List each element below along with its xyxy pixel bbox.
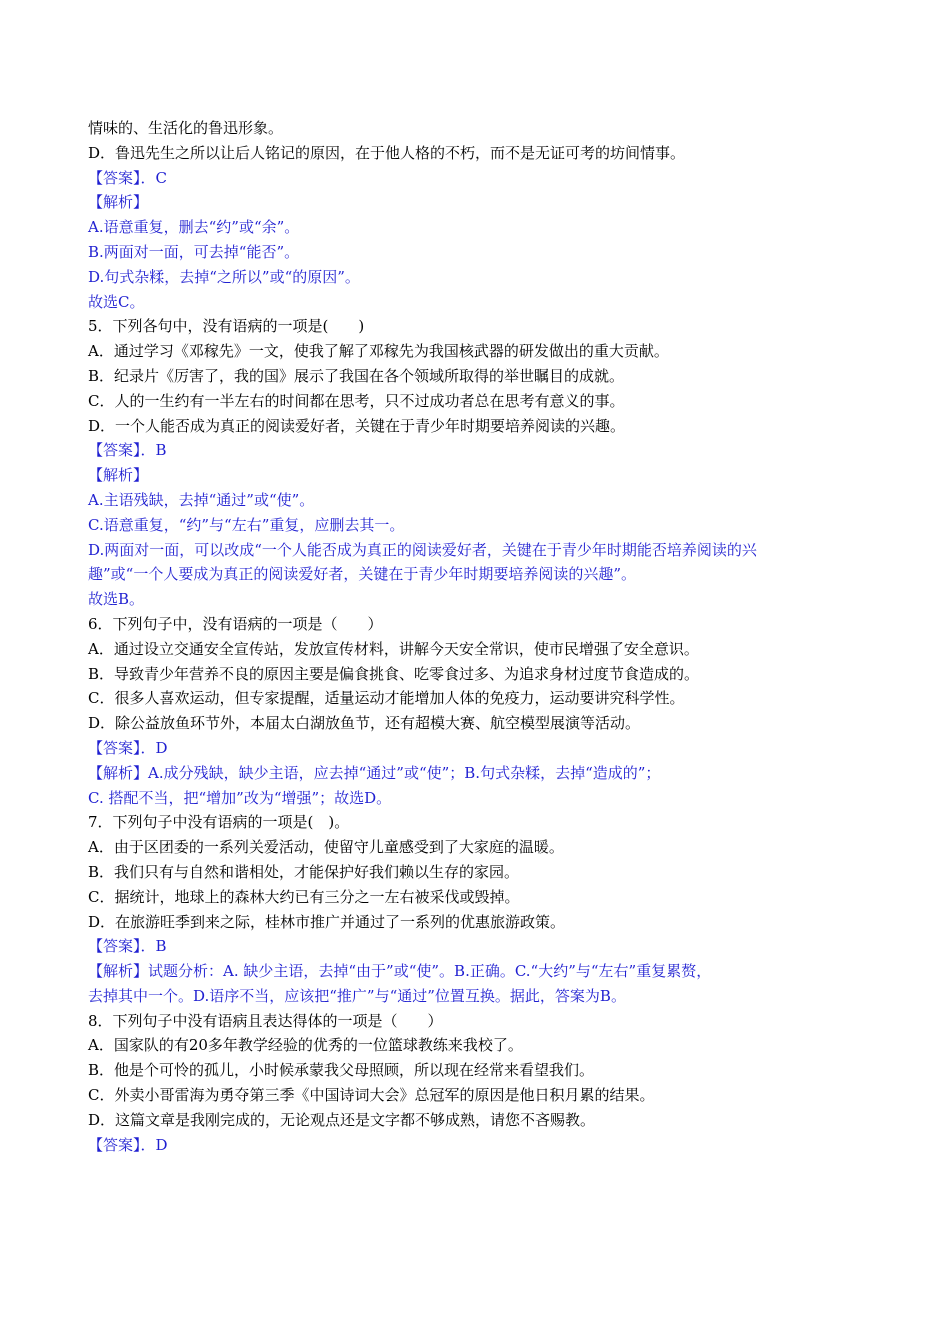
text-line: D．这篇文章是我刚完成的，无论观点还是文字都不够成熟，请您不吝赐教。 bbox=[88, 1110, 596, 1129]
text-line: C．外卖小哥雷海为勇夺第三季《中国诗词大会》总冠军的原因是他日积月累的结果。 bbox=[88, 1086, 655, 1105]
text-line: D.两面对一面，可以改成“一个人能否成为真正的阅读爱好者，关键在于青少年时期能否培养阅读的兴 bbox=[88, 540, 757, 559]
text-line: C．很多人喜欢运动，但专家提醒，适量运动才能增加人体的免疫力，运动要讲究科学性。 bbox=[88, 689, 685, 708]
text-line: 去掉其中一个。D.语序不当，应该把“推广”与“通过”位置互换。据此，答案为B。 bbox=[88, 986, 626, 1005]
text-line: 【答案】．B bbox=[88, 441, 167, 460]
document-body bbox=[88, 116, 868, 1157]
text-line: D．除公益放鱼环节外，本届太白湖放鱼节，还有超模大赛、航空模型展演等活动。 bbox=[88, 714, 641, 733]
text-line: C.语意重复，“约”与“左右”重复，应删去其一。 bbox=[88, 515, 405, 534]
text-line: 5．下列各句中，没有语病的一项是( ) bbox=[88, 317, 365, 336]
text-line: 6．下列句子中，没有语病的一项是（ ） bbox=[88, 614, 383, 633]
text-line: D．鲁迅先生之所以让后人铭记的原因，在于他人格的不朽，而不是无证可考的坊间情事。 bbox=[88, 143, 686, 162]
text-line: A.主语残缺，去掉“通过”或“使”。 bbox=[88, 490, 315, 509]
text-line: 【解析】A.成分残缺，缺少主语，应去掉“通过”或“使”；B.句式杂糅，去掉“造成的”； bbox=[88, 763, 661, 782]
text-line: 7．下列句子中没有语病的一项是( )。 bbox=[88, 813, 350, 832]
text-line: A.语意重复，删去“约”或“余”。 bbox=[88, 218, 300, 237]
text-line: B．他是个可怜的孤儿，小时候承蒙我父母照顾，所以现在经常来看望我们。 bbox=[88, 1061, 595, 1080]
text-line: D．一个人能否成为真正的阅读爱好者，关键在于青少年时期要培养阅读的兴趣。 bbox=[88, 416, 626, 435]
text-line: B．我们只有与自然和谐相处，才能保护好我们赖以生存的家园。 bbox=[88, 862, 520, 881]
text-line: A．由于区团委的一系列关爱活动，使留守儿童感受到了大家庭的温暖。 bbox=[88, 838, 564, 857]
text-line: D．在旅游旺季到来之际，桂林市推广并通过了一系列的优惠旅游政策。 bbox=[88, 912, 566, 931]
text-line: 【答案】．C bbox=[88, 168, 167, 187]
text-line: 【解析】 bbox=[88, 193, 149, 212]
text-line: 【解析】 bbox=[88, 466, 149, 485]
text-line: 【解析】试题分析：A. 缺少主语，去掉“由于”或“使”。B.正确。C.“大约”与“左右”重复累赘， bbox=[88, 962, 712, 981]
text-line: 【答案】．B bbox=[88, 937, 167, 956]
text-line: C．据统计，地球上的森林大约已有三分之一左右被采伐或毁掉。 bbox=[88, 887, 520, 906]
text-line: D.句式杂糅，去掉“之所以”或“的原因”。 bbox=[88, 267, 360, 286]
text-line: 趣”或“一个人要成为真正的阅读爱好者，关键在于青少年时期要培养阅读的兴趣”。 bbox=[88, 565, 637, 584]
text-line: B．导致青少年营养不良的原因主要是偏食挑食、吃零食过多、为追求身材过度节食造成的。 bbox=[88, 664, 700, 683]
text-line: 8．下列句子中没有语病且表达得体的一项是（ ） bbox=[88, 1011, 443, 1030]
text-line: A．通过学习《邓稼先》一文，使我了解了邓稼先为我国核武器的研发做出的重大贡献。 bbox=[88, 342, 669, 361]
text-line: 【答案】．D bbox=[88, 1135, 168, 1154]
text-line: 故选C。 bbox=[88, 292, 145, 311]
text-line: 故选B。 bbox=[88, 590, 145, 609]
text-line: C．人的一生约有一半左右的时间都在思考，只不过成功者总在思考有意义的事。 bbox=[88, 391, 625, 410]
text-line: B.两面对一面，可去掉“能否”。 bbox=[88, 242, 300, 261]
text-line: C. 搭配不当，把“增加”改为“增强”；故选D。 bbox=[88, 788, 392, 807]
text-line: 情味的、生活化的鲁迅形象。 bbox=[88, 119, 284, 137]
text-line: 【答案】．D bbox=[88, 738, 168, 757]
text-line: B．纪录片《厉害了，我的国》展示了我国在各个领域所取得的举世瞩目的成就。 bbox=[88, 366, 625, 385]
text-line: A．通过设立交通安全宣传站，发放宣传材料，讲解今天安全常识，使市民增强了安全意识。 bbox=[88, 639, 699, 658]
text-line: A．国家队的有20多年教学经验的优秀的一位篮球教练来我校了。 bbox=[88, 1036, 523, 1055]
